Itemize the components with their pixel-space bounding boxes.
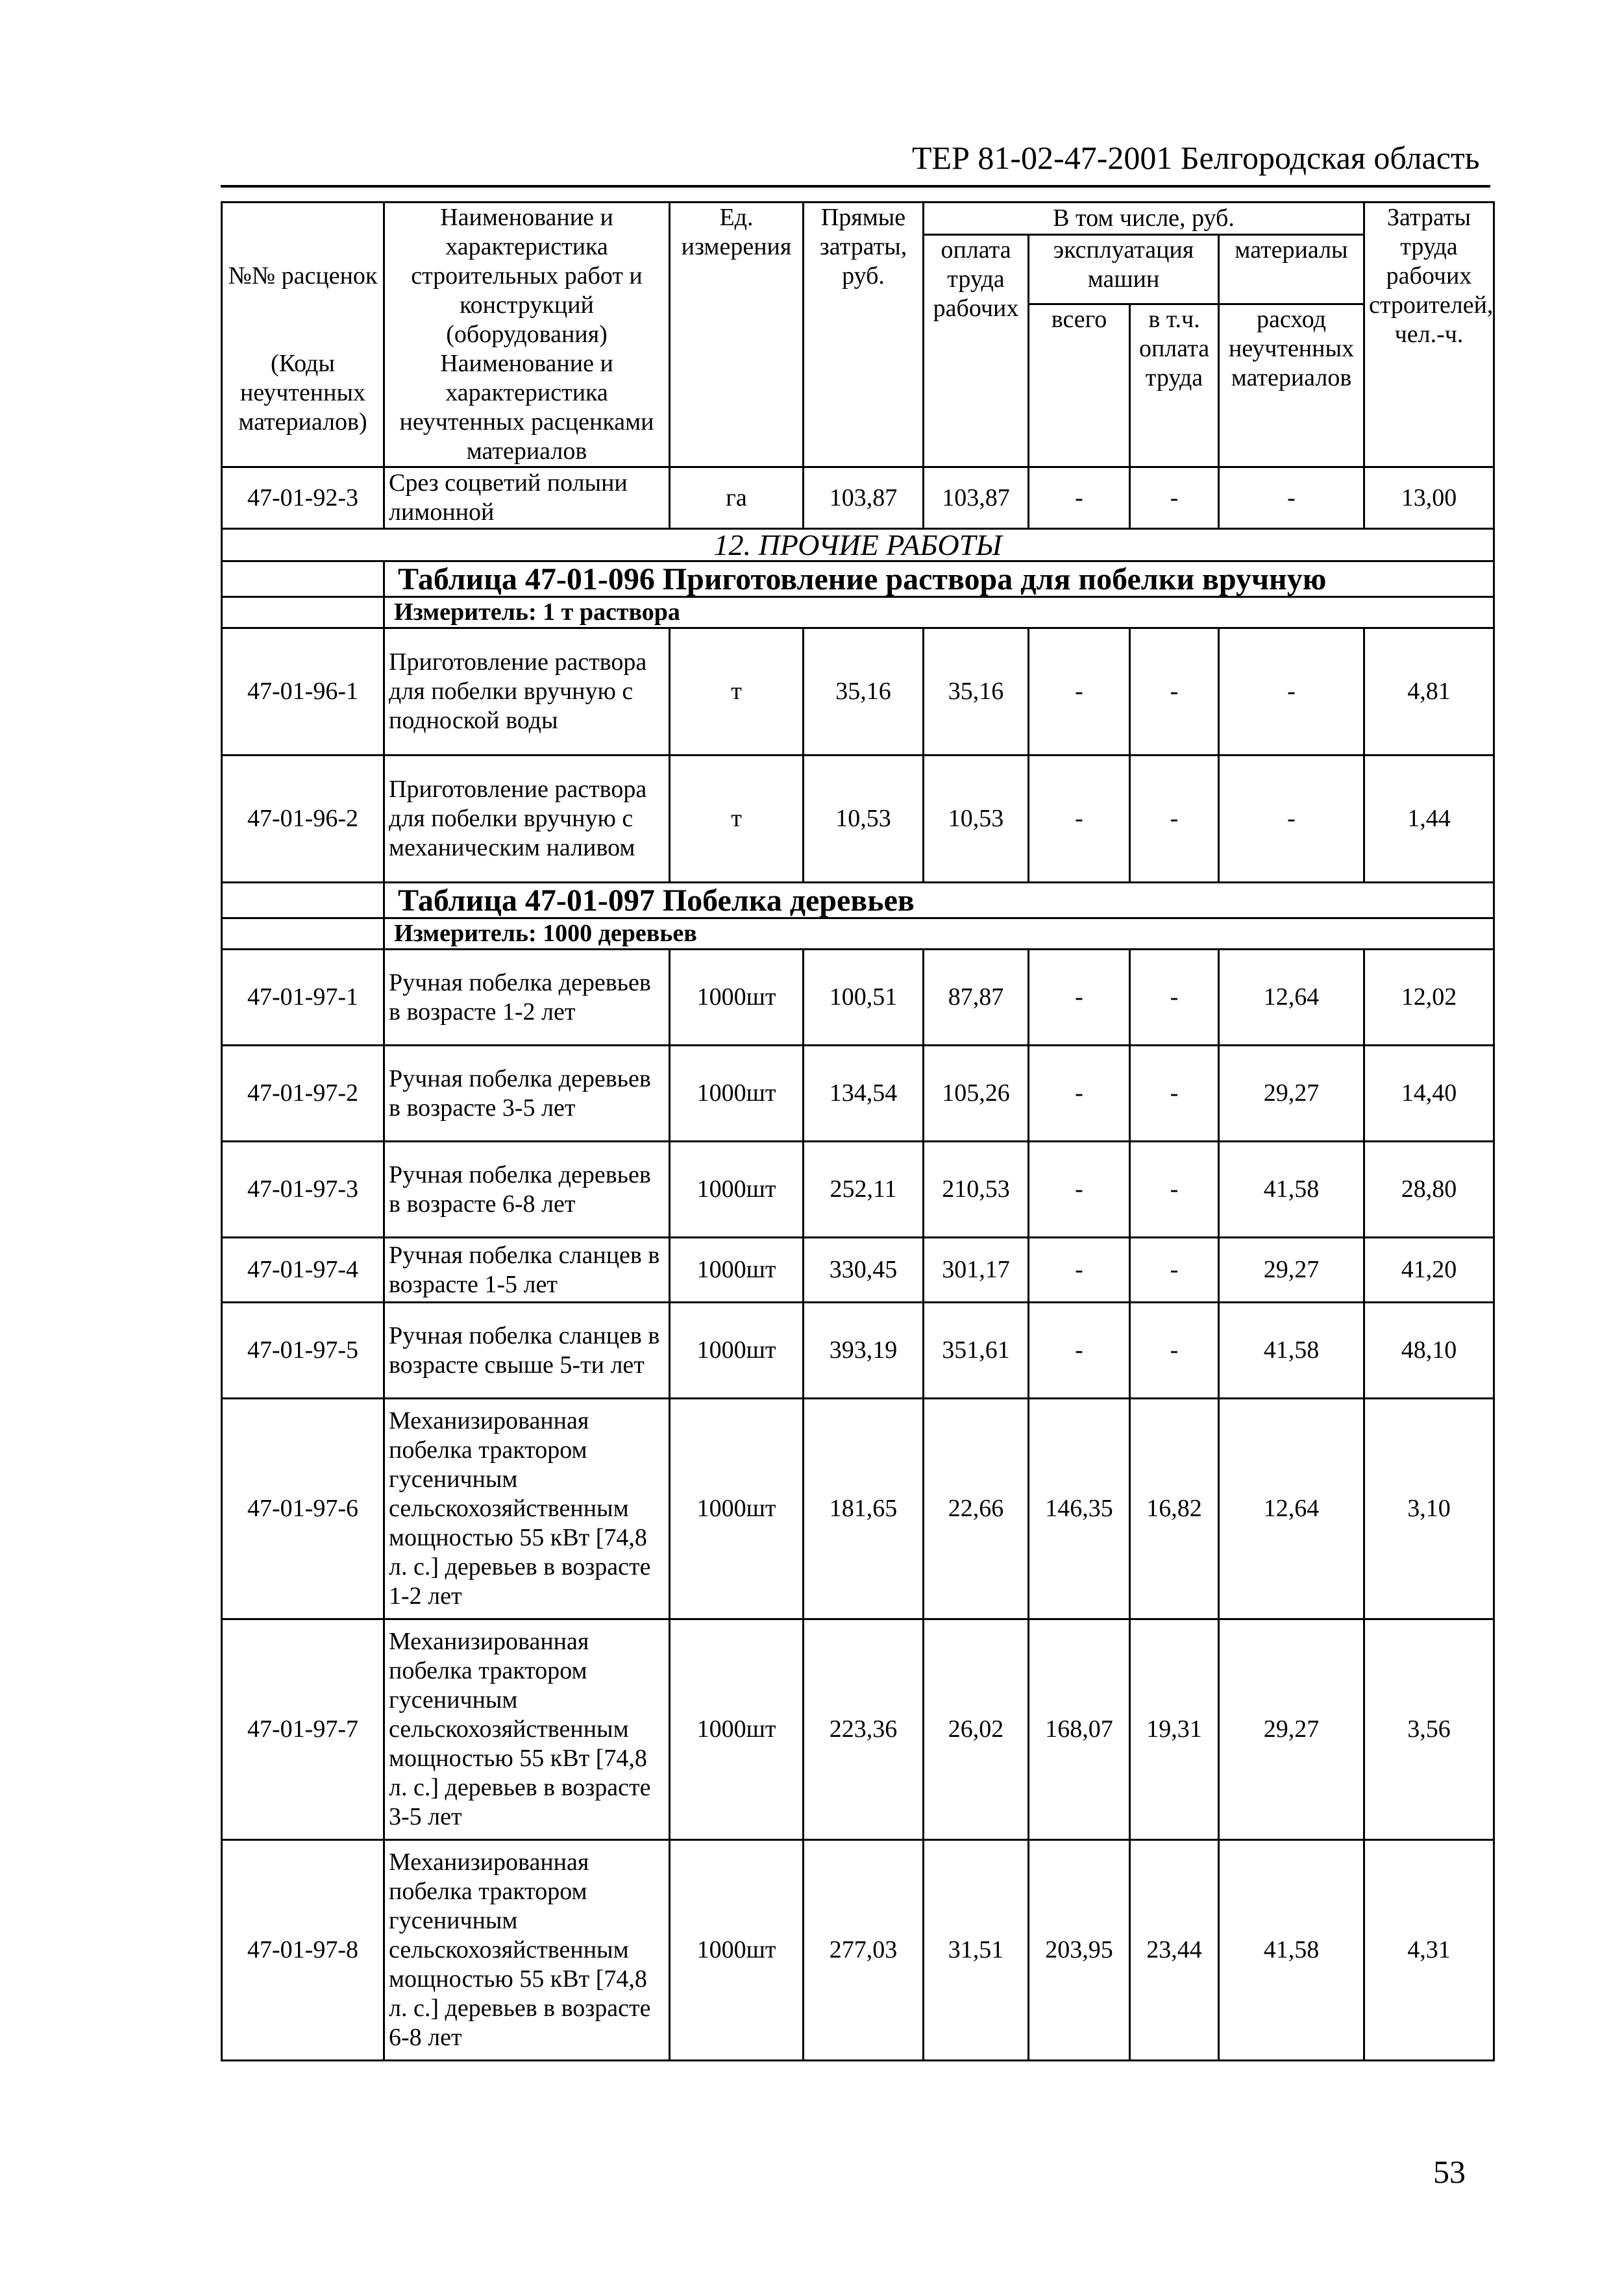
- col-header-machines-labor: в т.ч. оплата труда: [1130, 304, 1219, 467]
- rate-mach-labor: 19,31: [1130, 1619, 1219, 1840]
- rate-labor-cost: 48,10: [1364, 1303, 1494, 1399]
- rate-labor-cost: 3,10: [1364, 1399, 1494, 1619]
- rate-materials: -: [1219, 467, 1364, 529]
- rate-materials: 12,64: [1219, 950, 1364, 1046]
- rate-materials: 29,27: [1219, 1046, 1364, 1142]
- rate-labor: 105,26: [924, 1046, 1029, 1142]
- table-row: [222, 1399, 1494, 1619]
- rate-labor-cost: 4,31: [1364, 1840, 1494, 2061]
- rate-direct: 330,45: [804, 1238, 924, 1303]
- rate-unit: 1000шт: [670, 950, 804, 1046]
- rate-mach-labor: -: [1130, 1142, 1219, 1238]
- section-title: 12. ПРОЧИЕ РАБОТЫ: [222, 529, 1494, 561]
- col-header-direct: Прямые затраты, руб.: [804, 203, 924, 467]
- table-row: [222, 756, 1494, 883]
- rate-unit: 1000шт: [670, 1619, 804, 1840]
- rate-direct: 10,53: [804, 756, 924, 883]
- table-row: [222, 1238, 1494, 1303]
- rate-name: Ручная побелка деревьев в возрасте 3-5 лет: [384, 1046, 670, 1142]
- document-header: ТЕР 81-02-47-2001 Белгородская область: [912, 140, 1480, 176]
- rate-name: Механизированная побелка трактором гусеничным сельскохозяйственным мощностью 55 кВт [74,8 л. с.] деревьев в возрасте 3-5 лет: [384, 1619, 670, 1840]
- rate-code: 47-01-92-3: [222, 467, 384, 529]
- rate-mach-labor: 23,44: [1130, 1840, 1219, 2061]
- col-header-machines: эксплуатация машин: [1029, 235, 1219, 304]
- rate-labor: 103,87: [924, 467, 1029, 529]
- rate-mach-labor: -: [1130, 950, 1219, 1046]
- rate-direct: 134,54: [804, 1046, 924, 1142]
- rate-mach-labor: -: [1130, 756, 1219, 883]
- rate-direct: 277,03: [804, 1840, 924, 2061]
- rate-labor: 210,53: [924, 1142, 1029, 1238]
- rate-labor: 87,87: [924, 950, 1029, 1046]
- rate-mach-labor: 16,82: [1130, 1399, 1219, 1619]
- rate-direct: 100,51: [804, 950, 924, 1046]
- rate-labor: 351,61: [924, 1303, 1029, 1399]
- table-title: Таблица 47-01-096 Приготовление раствора для побелки вручную: [384, 561, 1494, 597]
- table-row: [222, 1619, 1494, 1840]
- rate-code: 47-01-97-1: [222, 950, 384, 1046]
- rate-code: 47-01-97-5: [222, 1303, 384, 1399]
- col-header-labor-cost: Затраты труда рабочих строителей, чел.-ч.: [1364, 203, 1494, 467]
- table-measure: Измеритель: 1000 деревьев: [384, 918, 1494, 950]
- rate-code: 47-01-97-3: [222, 1142, 384, 1238]
- col-header-including: В том числе, руб.: [924, 203, 1364, 235]
- rate-direct: 393,19: [804, 1303, 924, 1399]
- table-measure: Измеритель: 1 т раствора: [384, 597, 1494, 628]
- rate-name: Ручная побелка деревьев в возрасте 1-2 лет: [384, 950, 670, 1046]
- col-header-name-bottom: Наименование и характеристика неучтенных расценками материалов: [384, 349, 670, 467]
- rate-code: 47-01-97-6: [222, 1399, 384, 1619]
- rates-table: [221, 201, 1495, 2061]
- rate-labor-cost: 1,44: [1364, 756, 1494, 883]
- rate-mach-total: -: [1029, 1046, 1130, 1142]
- rate-name: Ручная побелка сланцев в возрасте свыше 5-ти лет: [384, 1303, 670, 1399]
- table-row: [222, 1046, 1494, 1142]
- rate-direct: 103,87: [804, 467, 924, 529]
- rate-code: 47-01-96-1: [222, 628, 384, 756]
- rate-materials: 12,64: [1219, 1399, 1364, 1619]
- rate-labor-cost: 13,00: [1364, 467, 1494, 529]
- rate-mach-total: 146,35: [1029, 1399, 1130, 1619]
- rate-materials: 29,27: [1219, 1238, 1364, 1303]
- rate-unit: т: [670, 756, 804, 883]
- rate-labor-cost: 41,20: [1364, 1238, 1494, 1303]
- rate-name: Приготовление раствора для побелки вручную с механическим наливом: [384, 756, 670, 883]
- col-header-materials: материалы: [1219, 235, 1364, 304]
- col-header-code-bottom: (Коды неучтенных материалов): [222, 349, 384, 467]
- rate-unit: 1000шт: [670, 1046, 804, 1142]
- rate-materials: -: [1219, 756, 1364, 883]
- rate-materials: 41,58: [1219, 1840, 1364, 2061]
- col-header-machines-total: всего: [1029, 304, 1130, 467]
- rate-name: Срез соцветий полыни лимонной: [384, 467, 670, 529]
- rate-mach-total: -: [1029, 756, 1130, 883]
- table-row: [222, 467, 1494, 529]
- rate-mach-total: -: [1029, 1142, 1130, 1238]
- rate-direct: 35,16: [804, 628, 924, 756]
- table-row: [222, 950, 1494, 1046]
- rate-mach-labor: -: [1130, 628, 1219, 756]
- rate-unit: 1000шт: [670, 1303, 804, 1399]
- rate-mach-labor: -: [1130, 1046, 1219, 1142]
- rate-labor: 10,53: [924, 756, 1029, 883]
- rate-mach-total: -: [1029, 1238, 1130, 1303]
- rate-labor: 31,51: [924, 1840, 1029, 2061]
- rate-mach-labor: -: [1130, 1303, 1219, 1399]
- rate-unit: 1000шт: [670, 1142, 804, 1238]
- rate-mach-labor: -: [1130, 1238, 1219, 1303]
- rate-name: Ручная побелка сланцев в возрасте 1-5 лет: [384, 1238, 670, 1303]
- rate-mach-total: 168,07: [1029, 1619, 1130, 1840]
- rate-direct: 223,36: [804, 1619, 924, 1840]
- rate-code: 47-01-97-2: [222, 1046, 384, 1142]
- rate-labor-cost: 28,80: [1364, 1142, 1494, 1238]
- col-header-name-top: Наименование и характеристика строительных работ и конструкций (оборудования): [384, 203, 670, 350]
- col-header-unit: Ед. измерения: [670, 203, 804, 467]
- col-header-labor-pay: оплата труда рабочих: [924, 235, 1029, 467]
- rate-mach-total: -: [1029, 467, 1130, 529]
- rate-mach-total: 203,95: [1029, 1840, 1130, 2061]
- col-header-code-top: №№ расценок: [222, 203, 384, 350]
- rate-unit: 1000шт: [670, 1399, 804, 1619]
- rate-mach-total: -: [1029, 1303, 1130, 1399]
- rate-labor-cost: 12,02: [1364, 950, 1494, 1046]
- rate-name: Ручная побелка деревьев в возрасте 6-8 лет: [384, 1142, 670, 1238]
- rate-unit: 1000шт: [670, 1840, 804, 2061]
- rate-unit: 1000шт: [670, 1238, 804, 1303]
- rate-direct: 181,65: [804, 1399, 924, 1619]
- rate-unit: га: [670, 467, 804, 529]
- rate-code: 47-01-97-4: [222, 1238, 384, 1303]
- rate-mach-labor: -: [1130, 467, 1219, 529]
- rate-name: Приготовление раствора для побелки вручную с подноской воды: [384, 628, 670, 756]
- table-row: [222, 628, 1494, 756]
- rate-labor-cost: 3,56: [1364, 1619, 1494, 1840]
- table-title: Таблица 47-01-097 Побелка деревьев: [384, 883, 1494, 918]
- rate-code: 47-01-97-8: [222, 1840, 384, 2061]
- rate-materials: 41,58: [1219, 1142, 1364, 1238]
- rate-labor: 35,16: [924, 628, 1029, 756]
- rate-labor-cost: 14,40: [1364, 1046, 1494, 1142]
- rate-unit: т: [670, 628, 804, 756]
- table-row: [222, 1840, 1494, 2061]
- rate-labor: 301,17: [924, 1238, 1029, 1303]
- rate-mach-total: -: [1029, 950, 1130, 1046]
- rate-labor: 26,02: [924, 1619, 1029, 1840]
- rate-code: 47-01-96-2: [222, 756, 384, 883]
- rate-materials: 41,58: [1219, 1303, 1364, 1399]
- rate-name: Механизированная побелка трактором гусеничным сельскохозяйственным мощностью 55 кВт [74,8 л. с.] деревьев в возрасте 6-8 лет: [384, 1840, 670, 2061]
- page-number: 53: [1433, 2154, 1466, 2190]
- table-row: [222, 1303, 1494, 1399]
- rate-labor-cost: 4,81: [1364, 628, 1494, 756]
- rate-materials: -: [1219, 628, 1364, 756]
- col-header-materials-consumption: расход неучтенных материалов: [1219, 304, 1364, 467]
- rate-direct: 252,11: [804, 1142, 924, 1238]
- header-rule: [221, 185, 1490, 188]
- rate-labor: 22,66: [924, 1399, 1029, 1619]
- rate-mach-total: -: [1029, 628, 1130, 756]
- rate-materials: 29,27: [1219, 1619, 1364, 1840]
- table-row: [222, 1142, 1494, 1238]
- rate-name: Механизированная побелка трактором гусеничным сельскохозяйственным мощностью 55 кВт [74,8 л. с.] деревьев в возрасте 1-2 лет: [384, 1399, 670, 1619]
- rate-code: 47-01-97-7: [222, 1619, 384, 1840]
